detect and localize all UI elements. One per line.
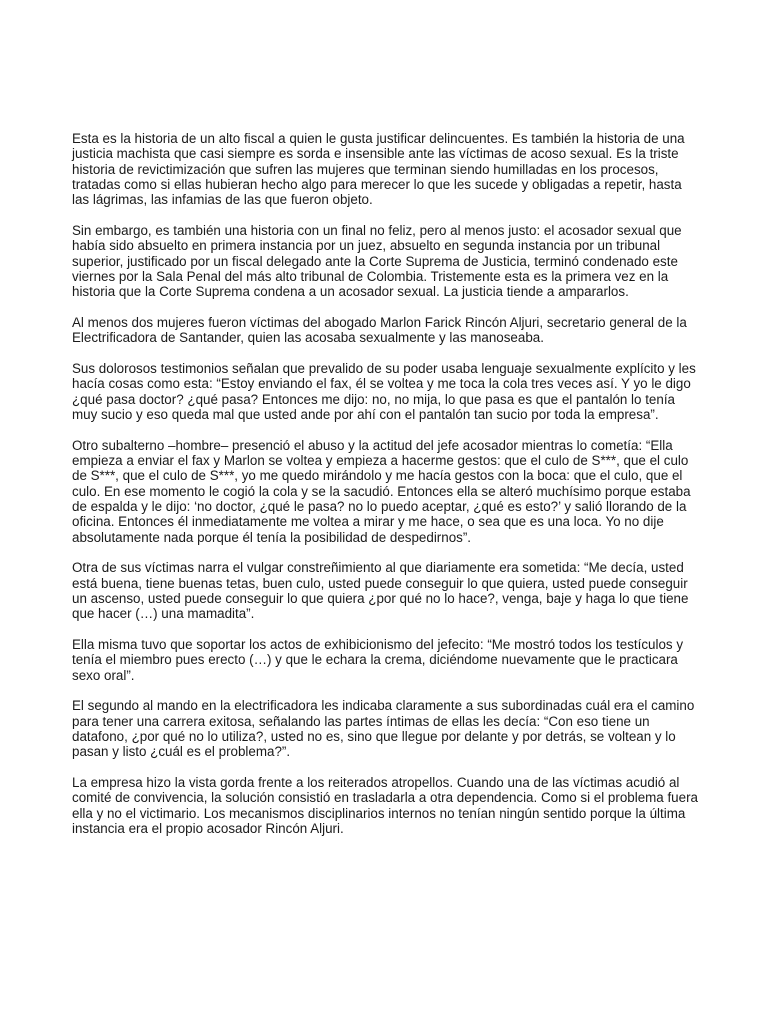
paragraph-5: Otro subalterno –hombre– presenció el abuso y la actitud del jefe acosador mientras lo cometía: “Ella empieza a enviar el fax y Marlon se voltea y empieza a hacerme gestos: que el culo de S***, que el culo de S***, que el culo de S***, yo me quedo mirándolo y me hacía gestos con la boca: que el culo, que el culo. En ese momento le cogió la cola y se la sacudió. Entonces ella se alteró muchísimo porque estaba de espalda y le dijo: ‘no doctor, ¿qué le pasa? no lo puedo aceptar, ¿qué es esto?’ y salió llorando de la oficina. Entonces él inmediatamente me voltea a mirar y me hace, o sea que es una loca. Yo no dije absolutamente nada porque él tenía la posibilidad de despedirnos”. bbox=[72, 437, 691, 545]
paragraph-7: Ella misma tuvo que soportar los actos de exhibicionismo del jefecito: “Me mostró todos los testículos y tenía el miembro pues erecto (…) y que le echara la crema, diciéndome nuevamente que le practicara sexo oral”. bbox=[72, 637, 684, 683]
paragraph-1: Esta es la historia de un alto fiscal a quien le gusta justificar delincuentes. Es también la historia de una justicia machista que casi siempre es sorda e insensible ante las víctimas de acoso sexual. Es la triste historia de revictimización que sufren las mujeres que terminan siendo humilladas en los procesos, tratadas como si ellas hubieran hecho algo para merecer lo que les sucede y obligadas a repetir, hasta las lágrimas, las infamias de las que fueron objeto. bbox=[72, 131, 685, 208]
paragraph-2: Sin embargo, es también una historia con un final no feliz, pero al menos justo: el acosador sexual que había sido absuelto en primera instancia por un juez, absuelto en segunda instancia por un tribunal superior, justificado por un fiscal delegado ante la Corte Suprema de Justicia, terminó condenado este viernes por la Sala Penal del más alto tribunal de Colombia. Tristemente esta es la primera vez en la historia que la Corte Suprema condena a un acosador sexual. La justicia tiende a ampararlos. bbox=[72, 222, 682, 300]
paragraph-4: Sus dolorosos testimonios señalan que prevalido de su poder usaba lenguaje sexualmente explícito y les hacía cosas como esta: “Estoy enviando el fax, él se voltea y me toca la cola tres veces así. Y yo le digo ¿qué pasa doctor? ¿qué pasa? Entonces me dijo: no, no mija, lo que pasa es que el pantalón lo tenía muy sucio y eso queda mal que usted ande por ahí con el pantalón tan sucio por toda la empresa”. bbox=[72, 361, 696, 422]
paragraph-3: Al menos dos mujeres fueron víctimas del abogado Marlon Farick Rincón Aljuri, secretario general de la Electrificadora de Santander, quien las acosaba sexualmente y las manoseaba. bbox=[72, 314, 687, 346]
paragraph-9: La empresa hizo la vista gorda frente a los reiterados atropellos. Cuando una de las víctimas acudió al comité de convivencia, la solución consistió en trasladarla a otra dependencia. Como si el problema fuera ella y no el victimario. Los mecanismos disciplinarios internos no tenían ningún sentido porque la última instancia era el propio acosador Rincón Aljuri. bbox=[72, 775, 698, 836]
paragraph-8: El segundo al mando en la electrificadora les indicaba claramente a sus subordinadas cuál era el camino para tener una carrera exitosa, señalando las partes íntimas de ellas les decía: “Con eso tiene un datafono, ¿por qué no lo utiliza?, usted no es, sino que llegue por delante y por detrás, se voltean y lo pasan y listo ¿cuál es el problema?”. bbox=[72, 698, 695, 760]
document-page bbox=[72, 131, 698, 852]
paragraph-6: Otra de sus víctimas narra el vulgar constreñimiento al que diariamente era sometida: “Me decía, usted está buena, tiene buenas tetas, buen culo, usted puede conseguir lo que quiera, usted puede conseguir un ascenso, usted puede conseguir lo que quiera ¿por qué no lo hace?, venga, baje y haga lo que tiene que hacer (…) una mamadita”. bbox=[72, 560, 689, 622]
